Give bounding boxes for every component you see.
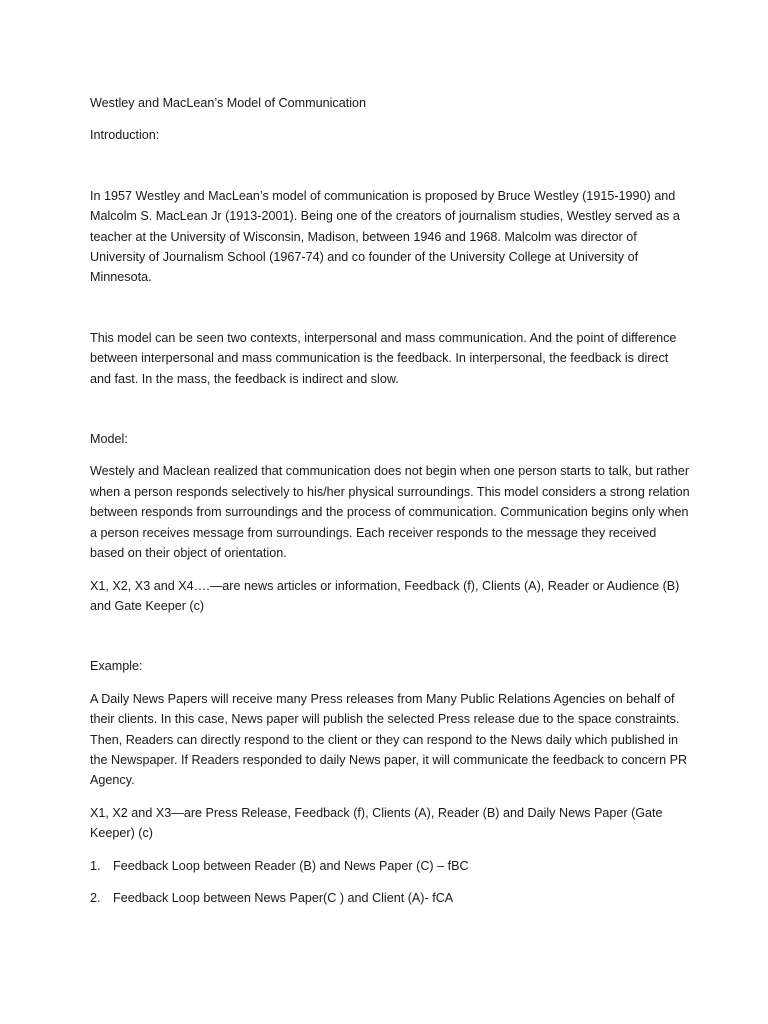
intro-paragraph-2: This model can be seen two contexts, interpersonal and mass communication. And the point of difference between interpersonal and mass communication is the feedback. In interpersonal, the feedback is direct and fast. In the mass, the feedback is indirect and slow. (90, 330, 677, 386)
example-heading: Example: (90, 659, 143, 674)
list-item-number: 2. (90, 890, 101, 905)
list-item-number: 1. (90, 858, 101, 873)
example-paragraph-1: A Daily News Papers will receive many Press releases from Many Public Relations Agencies on behalf of their clients. In this case, News paper will publish the selected Press release due to the space constraints. Then, Readers can directly respond to the client or they can respond to the News daily which published in the Newspaper. If Readers responded to daily News paper, it will communicate the feedback to concern PR Agency. (90, 691, 688, 788)
model-heading: Model: (90, 432, 128, 447)
example-paragraph-2: X1, X2 and X3—are Press Release, Feedback (f), Clients (A), Reader (B) and Daily News Paper (Gate Keeper) (c) (90, 805, 663, 841)
feedback-loop-list (90, 856, 690, 909)
document-page (90, 93, 690, 908)
document-title: Westley and MacLean’s Model of Communication (90, 96, 367, 110)
introduction-heading: Introduction: (90, 128, 160, 143)
list-item-text: Feedback Loop between Reader (B) and News Paper (C) – fBC (113, 858, 469, 873)
model-paragraph-1: Westely and Maclean realized that communication does not begin when one person starts to talk, but rather when a person responds selectively to his/her physical surroundings. This model considers a strong relation between responds from surroundings and the process of communication. Communication begins only when a person receives message from surroundings. Each receiver responds to the message they received based on their object of orientation. (90, 464, 690, 561)
list-item (90, 856, 690, 876)
list-item-text: Feedback Loop between News Paper(C ) and Client (A)- fCA (113, 890, 454, 905)
model-paragraph-2: X1, X2, X3 and X4….—are news articles or information, Feedback (f), Clients (A), Reader or Audience (B) and Gate Keeper (c) (90, 578, 680, 613)
list-item (90, 888, 690, 908)
intro-paragraph-1: In 1957 Westley and MacLean’s model of communication is proposed by Bruce Westley (1915-1990) and Malcolm S. MacLean Jr (1913-2001). Being one of the creators of journalism studies, Westley served as a teacher at the University of Wisconsin, Madison, between 1946 and 1968. Malcolm was director of University of Journalism School (1967-74) and co founder of the University College at University of Minnesota. (90, 188, 680, 285)
